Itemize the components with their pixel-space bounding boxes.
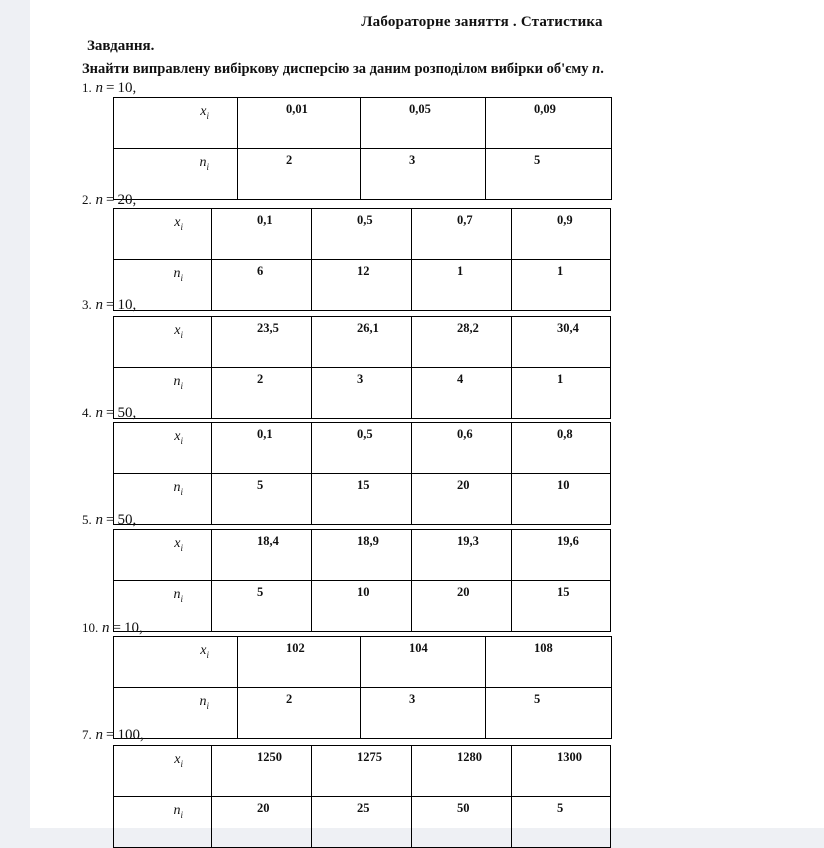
value-cell: 1300 xyxy=(512,746,611,797)
sample-size: n = 10, xyxy=(95,80,137,96)
values-row xyxy=(114,637,612,688)
exercise-number: 1. xyxy=(82,80,92,95)
value-cell: 19,3 xyxy=(412,530,512,581)
value-cell: 30,4 xyxy=(512,317,611,368)
distribution-table-5 xyxy=(113,529,611,632)
frequency-cell: 10 xyxy=(512,474,611,525)
frequency-cell: 10 xyxy=(312,581,412,632)
value-cell: 28,2 xyxy=(412,317,512,368)
frequency-cell: 3 xyxy=(361,149,486,200)
values-row xyxy=(114,98,612,149)
n-i-label: $n_i$ xyxy=(114,149,238,200)
values-row xyxy=(114,423,611,474)
frequency-cell: 12 xyxy=(312,260,412,311)
sample-size-value: 50 xyxy=(117,512,133,528)
n-i-label: $n_i$ xyxy=(114,797,212,848)
x-i-label: $x_i$ xyxy=(114,98,238,149)
frequencies-row xyxy=(114,797,611,848)
frequency-cell: 5 xyxy=(486,688,612,739)
value-cell: 108 xyxy=(486,637,612,688)
x-i-label: $x_i$ xyxy=(114,746,212,797)
distribution-table-3 xyxy=(113,316,611,419)
exercise-6-label xyxy=(82,620,143,637)
frequency-cell: 6 xyxy=(212,260,312,311)
sample-size: n = 10, xyxy=(95,297,137,313)
distribution-table-6 xyxy=(113,636,612,739)
frequency-cell: 1 xyxy=(512,260,611,311)
frequency-cell: 2 xyxy=(212,368,312,419)
frequencies-row xyxy=(114,149,612,200)
frequency-cell: 1 xyxy=(512,368,611,419)
value-cell: 0,8 xyxy=(512,423,611,474)
value-cell: 1275 xyxy=(312,746,412,797)
value-cell: 19,6 xyxy=(512,530,611,581)
task-heading: Завдання. xyxy=(87,38,155,54)
value-cell: 1250 xyxy=(212,746,312,797)
frequency-cell: 15 xyxy=(512,581,611,632)
frequency-cell: 50 xyxy=(412,797,512,848)
document-page xyxy=(30,0,824,828)
values-row xyxy=(114,746,611,797)
x-i-label: $x_i$ xyxy=(114,530,212,581)
value-cell: 102 xyxy=(238,637,361,688)
exercise-number: 4. xyxy=(82,405,92,420)
values-row xyxy=(114,209,611,260)
exercise-1-label xyxy=(82,80,136,97)
frequency-cell: 20 xyxy=(412,581,512,632)
distribution-table-7 xyxy=(113,745,611,848)
frequency-cell: 5 xyxy=(486,149,612,200)
exercise-number: 2. xyxy=(82,192,92,207)
exercise-number: 3. xyxy=(82,297,92,312)
value-cell: 0,9 xyxy=(512,209,611,260)
frequency-cell: 2 xyxy=(238,149,361,200)
value-cell: 0,7 xyxy=(412,209,512,260)
exercise-number: 10. xyxy=(82,620,99,635)
frequency-cell: 25 xyxy=(312,797,412,848)
value-cell: 0,1 xyxy=(212,423,312,474)
sample-size: n = 50, xyxy=(95,512,137,528)
value-cell: 26,1 xyxy=(312,317,412,368)
frequency-cell: 20 xyxy=(212,797,312,848)
value-cell: 1280 xyxy=(412,746,512,797)
frequency-cell: 20 xyxy=(412,474,512,525)
n-i-label: $n_i$ xyxy=(114,368,212,419)
frequency-cell: 5 xyxy=(512,797,611,848)
task-statement-text: Знайти виправлену вибіркову дисперсію за даним розподілом вибірки об'єму xyxy=(82,61,589,77)
exercise-7-label xyxy=(82,727,144,744)
frequency-cell: 3 xyxy=(312,368,412,419)
frequencies-row xyxy=(114,368,611,419)
value-cell: 0,01 xyxy=(238,98,361,149)
sample-size-value: 10 xyxy=(123,620,139,636)
frequency-cell: 2 xyxy=(238,688,361,739)
x-i-label: $x_i$ xyxy=(114,209,212,260)
sample-size-value: 100 xyxy=(117,727,140,743)
n-i-label: $n_i$ xyxy=(114,688,238,739)
sample-size: n = 50, xyxy=(95,405,137,421)
sample-size-value: 10 xyxy=(117,297,133,313)
page-title xyxy=(30,14,824,31)
exercise-2-label xyxy=(82,192,136,209)
x-i-label: $x_i$ xyxy=(114,423,212,474)
sample-size: n = 20, xyxy=(95,192,137,208)
frequency-cell: 3 xyxy=(361,688,486,739)
exercise-number: 7. xyxy=(82,727,92,742)
frequencies-row xyxy=(114,474,611,525)
frequency-cell: 15 xyxy=(312,474,412,525)
n-i-label: $n_i$ xyxy=(114,260,212,311)
value-cell: 0,09 xyxy=(486,98,612,149)
value-cell: 23,5 xyxy=(212,317,312,368)
distribution-table-2 xyxy=(113,208,611,311)
value-cell: 104 xyxy=(361,637,486,688)
value-cell: 0,5 xyxy=(312,423,412,474)
value-cell: 18,4 xyxy=(212,530,312,581)
task-variable: n xyxy=(592,61,601,77)
n-i-label: $n_i$ xyxy=(114,474,212,525)
value-cell: 0,5 xyxy=(312,209,412,260)
exercise-3-label xyxy=(82,297,136,314)
sample-size-value: 50 xyxy=(117,405,133,421)
value-cell: 0,05 xyxy=(361,98,486,149)
task-statement-end: . xyxy=(600,61,604,77)
frequencies-row xyxy=(114,260,611,311)
frequency-cell: 5 xyxy=(212,474,312,525)
values-row xyxy=(114,530,611,581)
value-cell: 18,9 xyxy=(312,530,412,581)
frequency-cell: 4 xyxy=(412,368,512,419)
value-cell: 0,6 xyxy=(412,423,512,474)
frequencies-row xyxy=(114,581,611,632)
task-statement xyxy=(82,61,604,78)
n-i-label: $n_i$ xyxy=(114,581,212,632)
distribution-table-1 xyxy=(113,97,612,200)
sample-size: n = 100, xyxy=(95,727,144,743)
sample-size-value: 20 xyxy=(117,192,133,208)
frequency-cell: 5 xyxy=(212,581,312,632)
x-i-label: $x_i$ xyxy=(114,317,212,368)
exercise-4-label xyxy=(82,405,136,422)
x-i-label: $x_i$ xyxy=(114,637,238,688)
page-title-text: Лабораторне заняття . Статистика xyxy=(361,14,603,30)
sample-size: n = 10, xyxy=(102,620,143,636)
exercise-number: 5. xyxy=(82,512,92,527)
sample-size-value: 10 xyxy=(117,80,133,96)
values-row xyxy=(114,317,611,368)
distribution-table-4 xyxy=(113,422,611,525)
exercise-5-label xyxy=(82,512,136,529)
frequency-cell: 1 xyxy=(412,260,512,311)
frequencies-row xyxy=(114,688,612,739)
value-cell: 0,1 xyxy=(212,209,312,260)
